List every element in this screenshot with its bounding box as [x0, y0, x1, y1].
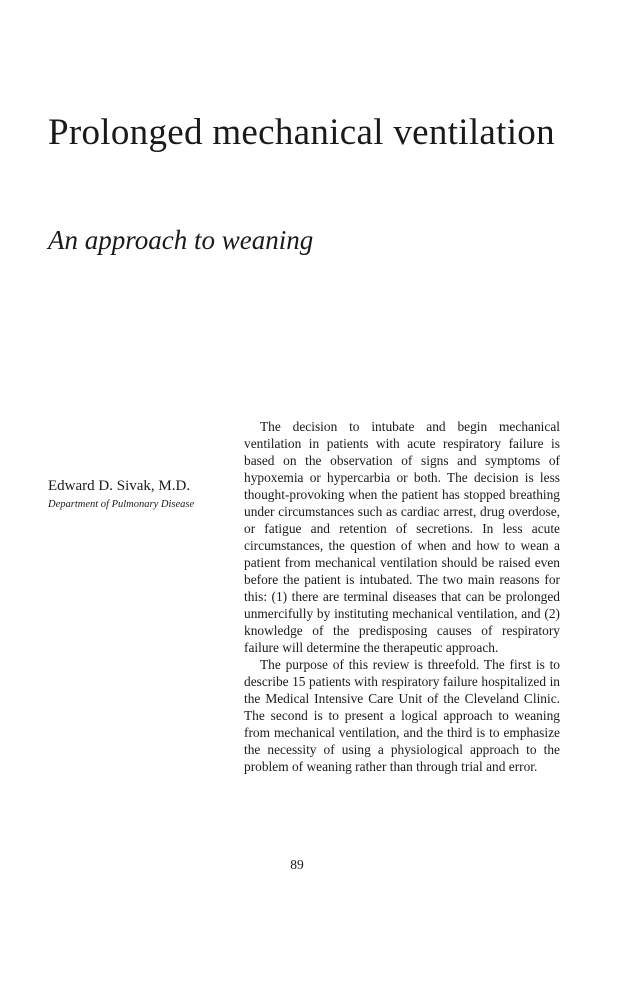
body-text-column [244, 418, 560, 775]
page-number: 89 [290, 857, 304, 872]
body-paragraph: The decision to intubate and begin mechanical ventilation in patients with acute respiratory failure is based on the observation of signs and symptoms of hypoxemia or hypercarbia or both. The decision is less thought-provoking when the patient has stopped breathing under circumstances such as cardiac arrest, drug overdose, or fatigue and retention of secretions. In less acute circumstances, the question of when and how to wean a patient from mechanical ventilation should be raised even before the patient is intubated. The two main reasons for this: (1) there are terminal diseases that can be prolonged unmercifully by instituting mechanical ventilation, and (2) knowledge of the predisposing causes of respiratory failure will determine the therapeutic approach. [244, 419, 560, 655]
article-subtitle: An approach to weaning [48, 225, 314, 255]
body-paragraph: The purpose of this review is threefold. The first is to describe 15 patients with respiratory failure hospitalized in the Medical Intensive Care Unit of the Cleveland Clinic. The second is to present a logical approach to weaning from mechanical ventilation, and the third is to emphasize the necessity of using a physiological approach to the problem of weaning rather than through trial and error. [244, 657, 560, 774]
author-affiliation: Department of Pulmonary Disease [48, 499, 195, 510]
author-name: Edward D. Sivak, M.D. [48, 478, 191, 494]
article-title: Prolonged mechanical ventilation [48, 112, 555, 153]
